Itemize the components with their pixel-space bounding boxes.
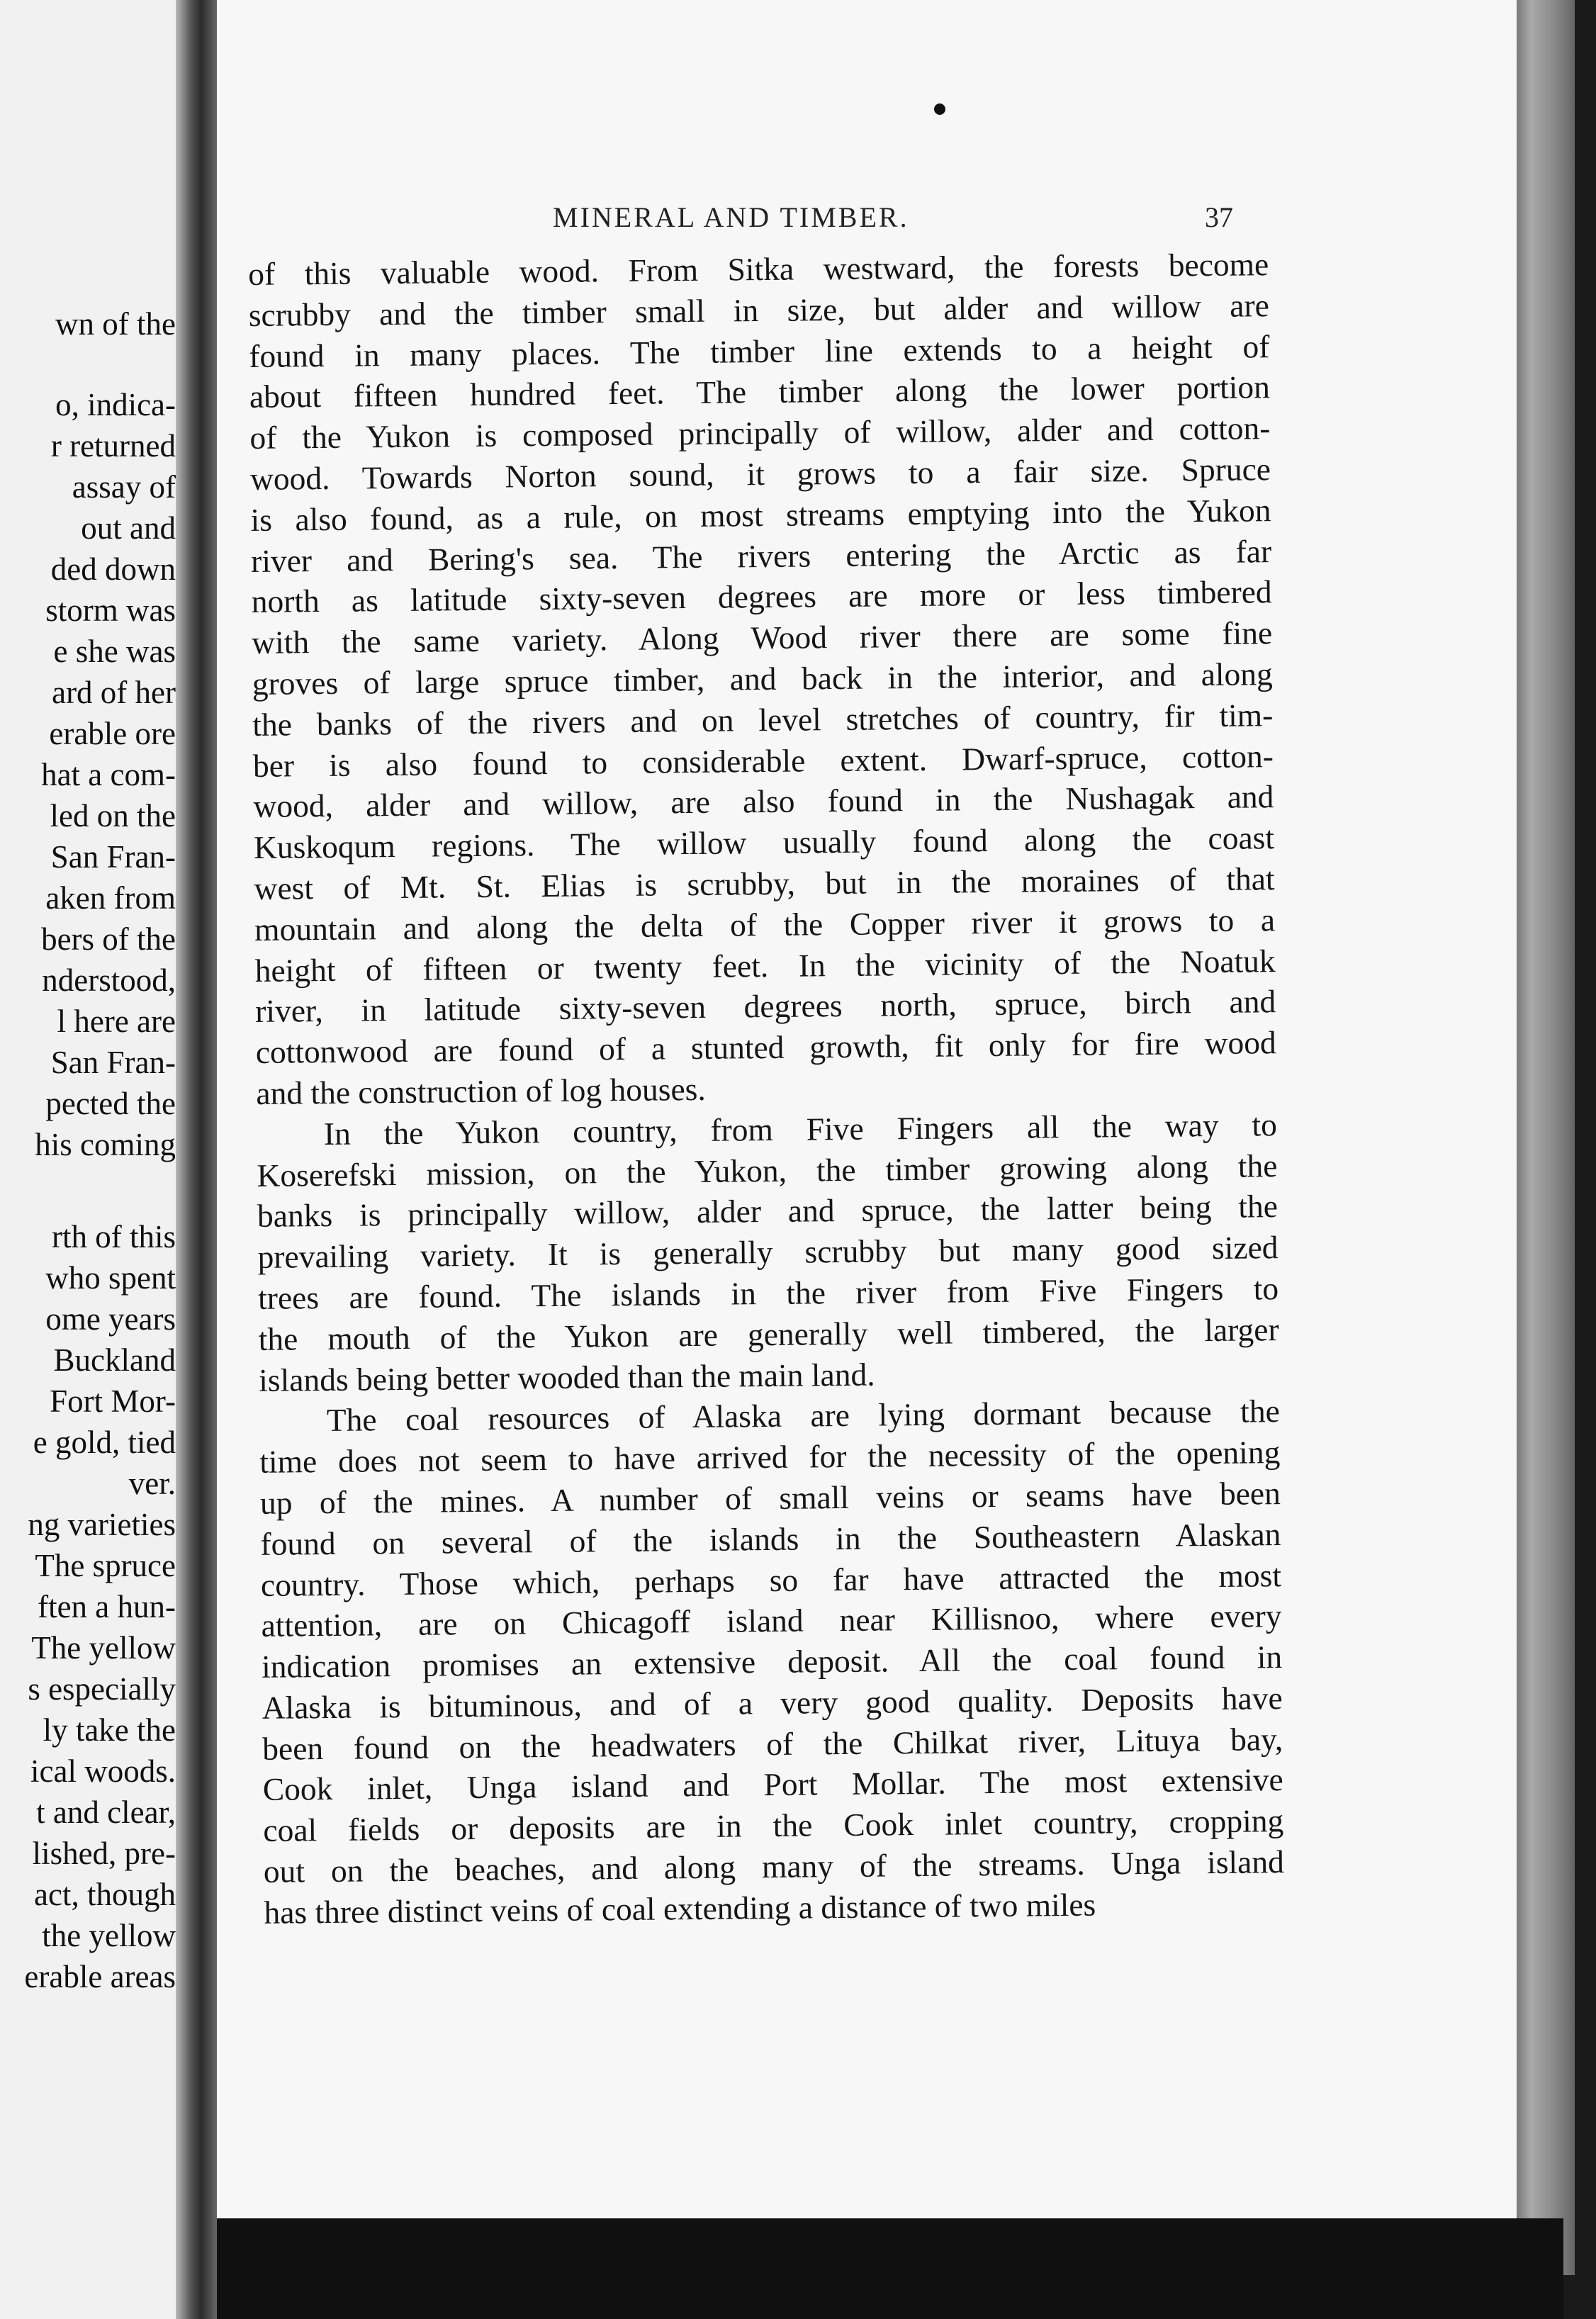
text-line: The coal resources of Alaska are lying dormant because the — [326, 1393, 1280, 1439]
text-line: up of the mines. A number of small veins or seams have been — [259, 1475, 1281, 1521]
facing-page-line: out and — [81, 510, 176, 546]
text-line: Koserefski mission, on the Yukon, the timber growing along the — [257, 1147, 1278, 1194]
text-line: river and Bering's sea. The rivers entering the Arctic as far — [250, 532, 1272, 579]
text-line: Cook inlet, Unga island and Port Mollar. The most extensive — [262, 1761, 1283, 1808]
text-line: prevailing variety. It is generally scrubby but many good sized — [257, 1229, 1279, 1276]
text-line: mountain and along the delta of the Copper river it grows to a — [254, 901, 1276, 948]
facing-page-line: The yellow — [31, 1630, 176, 1666]
facing-page-line: who spent — [45, 1260, 176, 1296]
facing-page-line: e gold, tied — [33, 1425, 176, 1460]
text-line: the banks of the rivers and on level stretches of country, fir tim- — [252, 696, 1274, 743]
facing-page-line: San Fran- — [50, 1045, 176, 1080]
text-line: out on the beaches, and along many of the streams. Unga island — [263, 1843, 1285, 1890]
facing-page-line: r returned — [50, 428, 176, 464]
running-head: MINERAL AND TIMBER. — [553, 201, 909, 233]
text-line: islands being better wooded than the main land. — [259, 1356, 875, 1398]
facing-page-line: the yellow — [42, 1918, 176, 1953]
facing-page-line: lished, pre- — [32, 1836, 176, 1871]
book-gutter — [176, 0, 218, 2319]
facing-page-line: l here are — [57, 1004, 176, 1039]
text-line: scrubby and the timber small in size, but alder and willow are — [248, 286, 1270, 333]
text-line: Alaska is bituminous, and of a very good quality. Deposits have — [262, 1679, 1283, 1726]
facing-page-line: e she was — [53, 634, 176, 669]
text-line: Kuskoqum regions. The willow usually found along the coast — [253, 819, 1275, 866]
text-line: trees are found. The islands in the river from Five Fingers to — [257, 1270, 1279, 1316]
text-line: found on several of the islands in the Southeastern Alaskan — [260, 1515, 1281, 1562]
facing-page-line: ard of her — [52, 675, 176, 710]
text-line: been found on the headwaters of the Chilkat river, Lituya bay, — [262, 1720, 1283, 1767]
facing-page-line: San Fran- — [50, 839, 176, 875]
text-line: has three distinct veins of coal extending a distance of two miles — [264, 1886, 1096, 1931]
facing-page-line: ome years — [45, 1301, 176, 1337]
facing-page-line: ng varieties — [28, 1507, 176, 1542]
facing-page-line: rth of this — [52, 1219, 176, 1254]
paragraph — [257, 1104, 1280, 1400]
facing-page-line: nderstood, — [42, 962, 176, 998]
text-line: ber is also found to considerable extent. Dwarf-spruce, cotton- — [252, 737, 1274, 784]
page-edge — [1517, 0, 1575, 2275]
body-text — [248, 244, 1285, 1933]
facing-page-line: aken from — [45, 880, 176, 916]
facing-page-line: s especially — [28, 1671, 176, 1707]
page-number: 37 — [1205, 201, 1233, 233]
text-line: time does not seem to have arrived for the necessity of the opening — [259, 1434, 1281, 1481]
facing-page-line: assay of — [72, 469, 176, 505]
text-line: indication promises an extensive deposit. All the coal found in — [261, 1639, 1283, 1685]
text-line: found in many places. The timber line extends to a height of — [249, 327, 1270, 374]
text-line: In the Yukon country, from Five Fingers all the way to — [323, 1106, 1278, 1152]
facing-page-line: ded down — [50, 551, 176, 587]
facing-page-line: Fort Mor- — [50, 1383, 176, 1419]
text-line: wood. Towards Norton sound, it grows to a fair size. Spruce — [249, 451, 1271, 497]
text-line: cottonwood are found of a stunted growth, fit only for fire wood — [255, 1024, 1276, 1071]
facing-page-line: Buckland — [53, 1342, 176, 1378]
facing-page-line: bers of the — [41, 921, 176, 957]
text-line: wood, alder and willow, are also found in the Nushagak and — [253, 778, 1274, 825]
facing-page-line: storm was — [45, 593, 176, 628]
text-line: groves of large spruce timber, and back in the interior, and along — [252, 656, 1274, 702]
facing-page-line: pected the — [45, 1086, 176, 1121]
text-line: of this valuable wood. From Sitka westward, the forests become — [248, 246, 1269, 292]
text-line: the mouth of the Yukon are generally well timbered, the larger — [258, 1310, 1279, 1357]
facing-page-line: ly take the — [43, 1712, 176, 1748]
facing-page-line: hat a com- — [41, 757, 176, 792]
facing-page-line: The spruce — [35, 1548, 176, 1583]
facing-page-line: o, indica- — [55, 387, 176, 422]
text-line: and the construction of log houses. — [256, 1070, 706, 1111]
facing-page-line: wn of the — [55, 306, 176, 342]
text-line: country. Those which, perhaps so far have attracted the most — [260, 1556, 1282, 1603]
text-line: banks is principally willow, alder and spruce, the latter being the — [257, 1188, 1279, 1235]
text-line: height of fifteen or twenty feet. In the vicinity of the Noatuk — [254, 942, 1276, 989]
text-line: west of Mt. St. Elias is scrubby, but in the moraines of that — [254, 860, 1275, 906]
facing-page-line: erable areas — [24, 1959, 176, 1994]
facing-page-line: ver. — [128, 1466, 176, 1501]
facing-page-line: ften a hun- — [38, 1589, 176, 1624]
facing-page-line: act, though — [34, 1877, 176, 1912]
text-line: attention, are on Chicagoff island near Killisnoo, where every — [261, 1598, 1282, 1644]
paragraph — [259, 1391, 1285, 1933]
facing-page-line: led on the — [50, 798, 176, 833]
paragraph — [248, 244, 1277, 1114]
facing-page-line: his coming — [35, 1127, 176, 1162]
facing-page-line: erable ore — [49, 716, 176, 751]
bottom-shadow — [217, 2218, 1563, 2319]
text-line: of the Yukon is composed principally of willow, alder and cotton- — [249, 410, 1271, 456]
text-line: about fifteen hundred feet. The timber along the lower portion — [249, 369, 1271, 415]
facing-page-line: t and clear, — [36, 1795, 176, 1830]
text-line: is also found, as a rule, on most streams emptying into the Yukon — [250, 491, 1271, 538]
ink-dot — [934, 103, 945, 115]
facing-page — [0, 0, 186, 2319]
text-line: north as latitude sixty-seven degrees are more or less timbered — [251, 573, 1272, 620]
facing-page-line: ical woods. — [30, 1753, 176, 1789]
text-line: river, in latitude sixty-seven degrees north, spruce, birch and — [255, 983, 1276, 1030]
text-line: with the same variety. Along Wood river there are some fine — [252, 614, 1273, 661]
text-line: coal fields or deposits are in the Cook inlet country, cropping — [263, 1802, 1284, 1849]
